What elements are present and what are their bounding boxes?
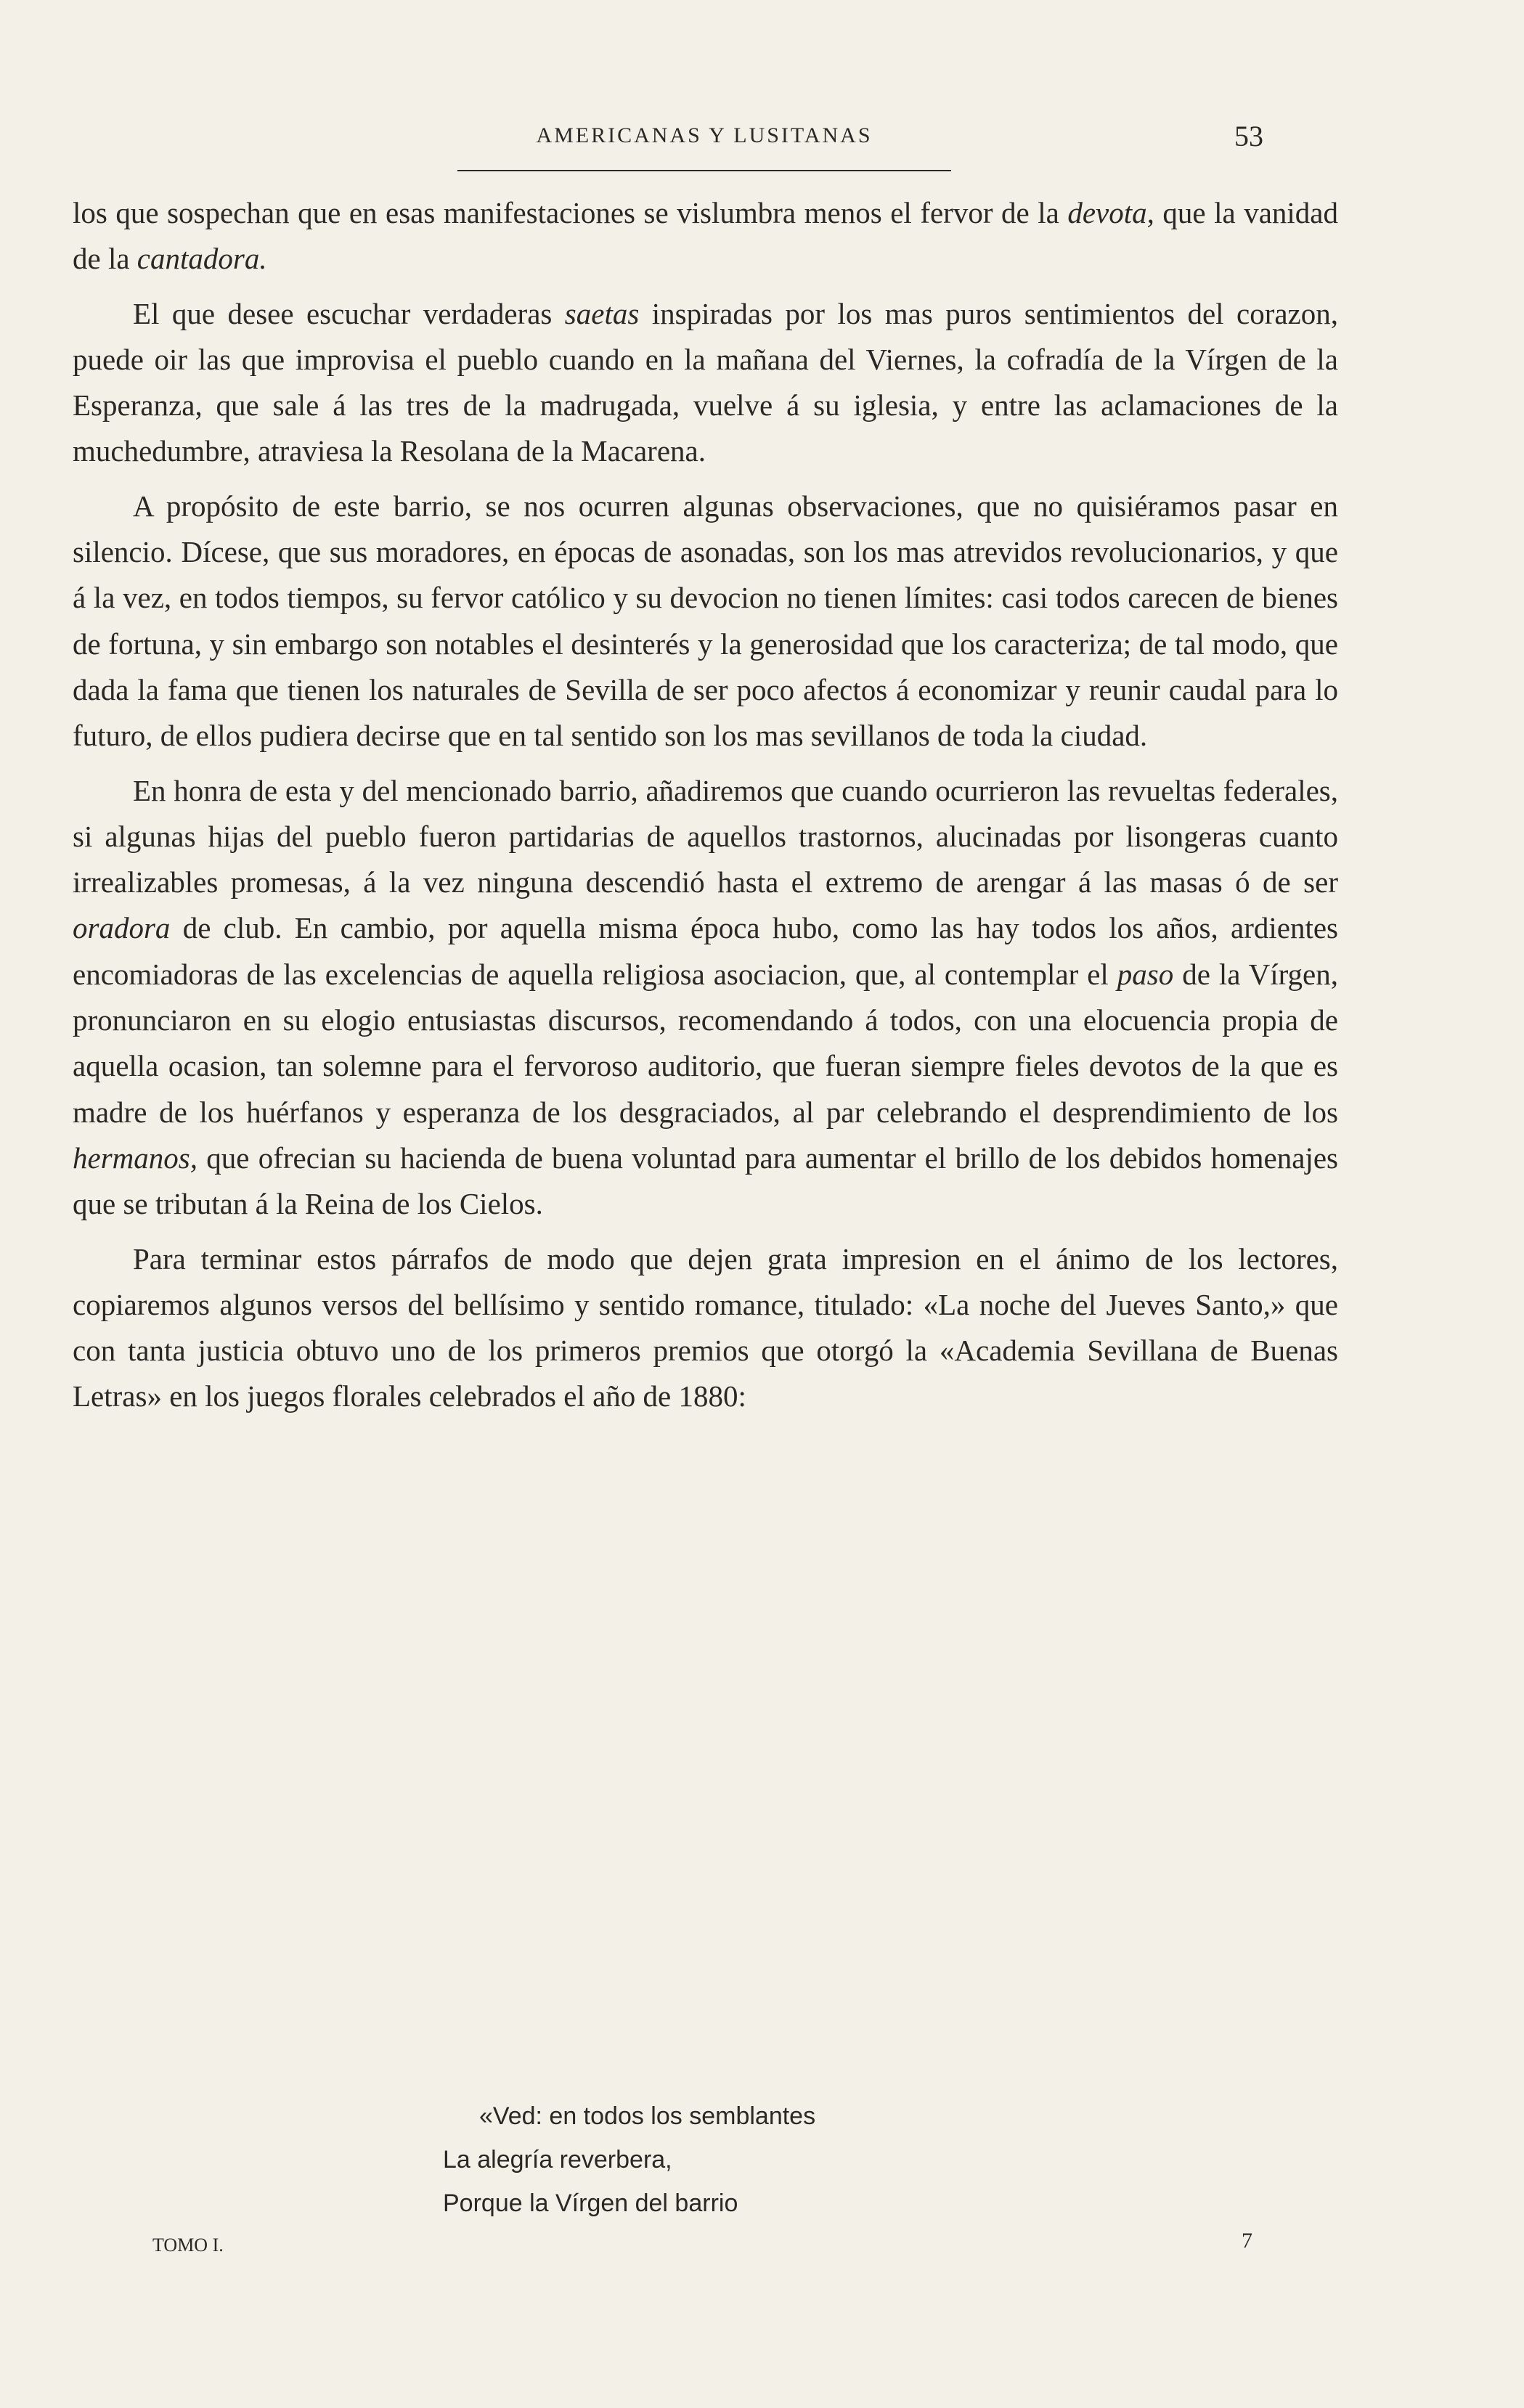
text-run: El que desee escuchar verdaderas — [133, 296, 565, 330]
italic-text: devota, — [1067, 196, 1154, 229]
text-run: de la Vírgen, pronunciaron en su elogio entusiastas discursos, recomendando á todos, con una elocuencia propia de aquella ocasion, tan solemne para el fervoroso auditorio, que fueran siempre fieles devotos de la que es madre de los huérfanos y esperanza de los desgraciados, al par celebrando el desprendimiento de los — [73, 957, 1338, 1129]
printer-signature: TOMO I. — [152, 2234, 224, 2256]
italic-text: saetas — [564, 296, 640, 330]
header-rule — [457, 170, 951, 171]
text-run: que ofrecian su hacienda de buena voluntad para aumentar el brillo de los debidos homenajes que se tributan á la Reina de los Cielos. — [73, 1140, 1338, 1221]
paragraph — [73, 1236, 1338, 1420]
text-run: En honra de esta y del mencionado barrio, añadiremos que cuando ocurrieron las revueltas federales, si algunas hijas del pueblo fueron partidarias de aquellos trastornos, alucinadas por lisongeras cuanto irrealizables promesas, á la vez ninguna descendió hasta el extremo de arengar á las masas ó de ser — [73, 773, 1338, 899]
paragraph — [73, 768, 1338, 1228]
text-run: de club. En cambio, por aquella misma época hubo, como las hay todos los años, ardientes encomiadoras de las excelencias de aquella religiosa asociacion, que, al contemplar el — [73, 911, 1338, 991]
paragraph — [73, 291, 1338, 475]
text-run: los que sospechan que en esas manifestaciones se vislumbra menos el fervor de la — [73, 196, 1068, 229]
paragraph — [73, 190, 1338, 282]
italic-text: hermanos, — [73, 1140, 197, 1175]
text-run: Para terminar estos párrafos de modo que dejen grata impresion en el ánimo de los lectores, copiaremos algunos versos del bellísimo y sentido romance, titulado: «La noche del Jueves Santo,» que con tanta justicia obtuvo uno de los primeros premios que otorgó la «Academia Sevillana de Buenas Letras» en los juegos florales celebrados el año de 1880: — [73, 1241, 1338, 1413]
page-header — [0, 116, 1524, 174]
text-run: inspiradas por los mas puros sentimientos del corazon, puede oir las que improvisa el pueblo cuando en la mañana del Viernes, la cofradía de la Vírgen de la Esperanza, que sale á las tres de la madrugada, vuelve á su iglesia, y entre las aclamaciones de la muchedumbre, atraviesa la Resolana de la Macarena. — [73, 296, 1338, 468]
verse-line: «Ved: en todos los semblantes — [479, 2102, 816, 2130]
verse-line: La alegría reverbera, — [443, 2146, 672, 2174]
italic-text: oradora — [73, 911, 171, 945]
running-title: AMERICANAS Y LUSITANAS — [536, 123, 873, 147]
paragraph — [73, 483, 1338, 759]
text-run: A propósito de este barrio, se nos ocurren algunas observaciones, que no quisiéramos pasar en silencio. Dícese, que sus moradores, en épocas de asonadas, son los mas atrevidos revolucionarios, y que á la vez, en todos tiempos, su fervor católico y su devocion no tienen límites: casi todos carecen de bienes de fortuna, y sin embargo son notables el desinterés y la generosidad que los caracteriza; de tal modo, que dada la fama que tienen los naturales de Sevilla de ser poco afectos á economizar y reunir caudal para lo futuro, de ellos pudiera decirse que en tal sentido son los mas sevillanos de toda la ciudad. — [73, 489, 1338, 753]
verse-line: Porque la Vírgen del barrio — [443, 2189, 738, 2217]
text-run: que la vanidad de la — [73, 196, 1338, 276]
page-number: 53 — [1234, 120, 1263, 152]
body-text — [73, 190, 1338, 1420]
italic-text: paso — [1117, 957, 1174, 991]
italic-text: cantadora. — [136, 242, 267, 276]
sheet-number: 7 — [1242, 2229, 1252, 2253]
